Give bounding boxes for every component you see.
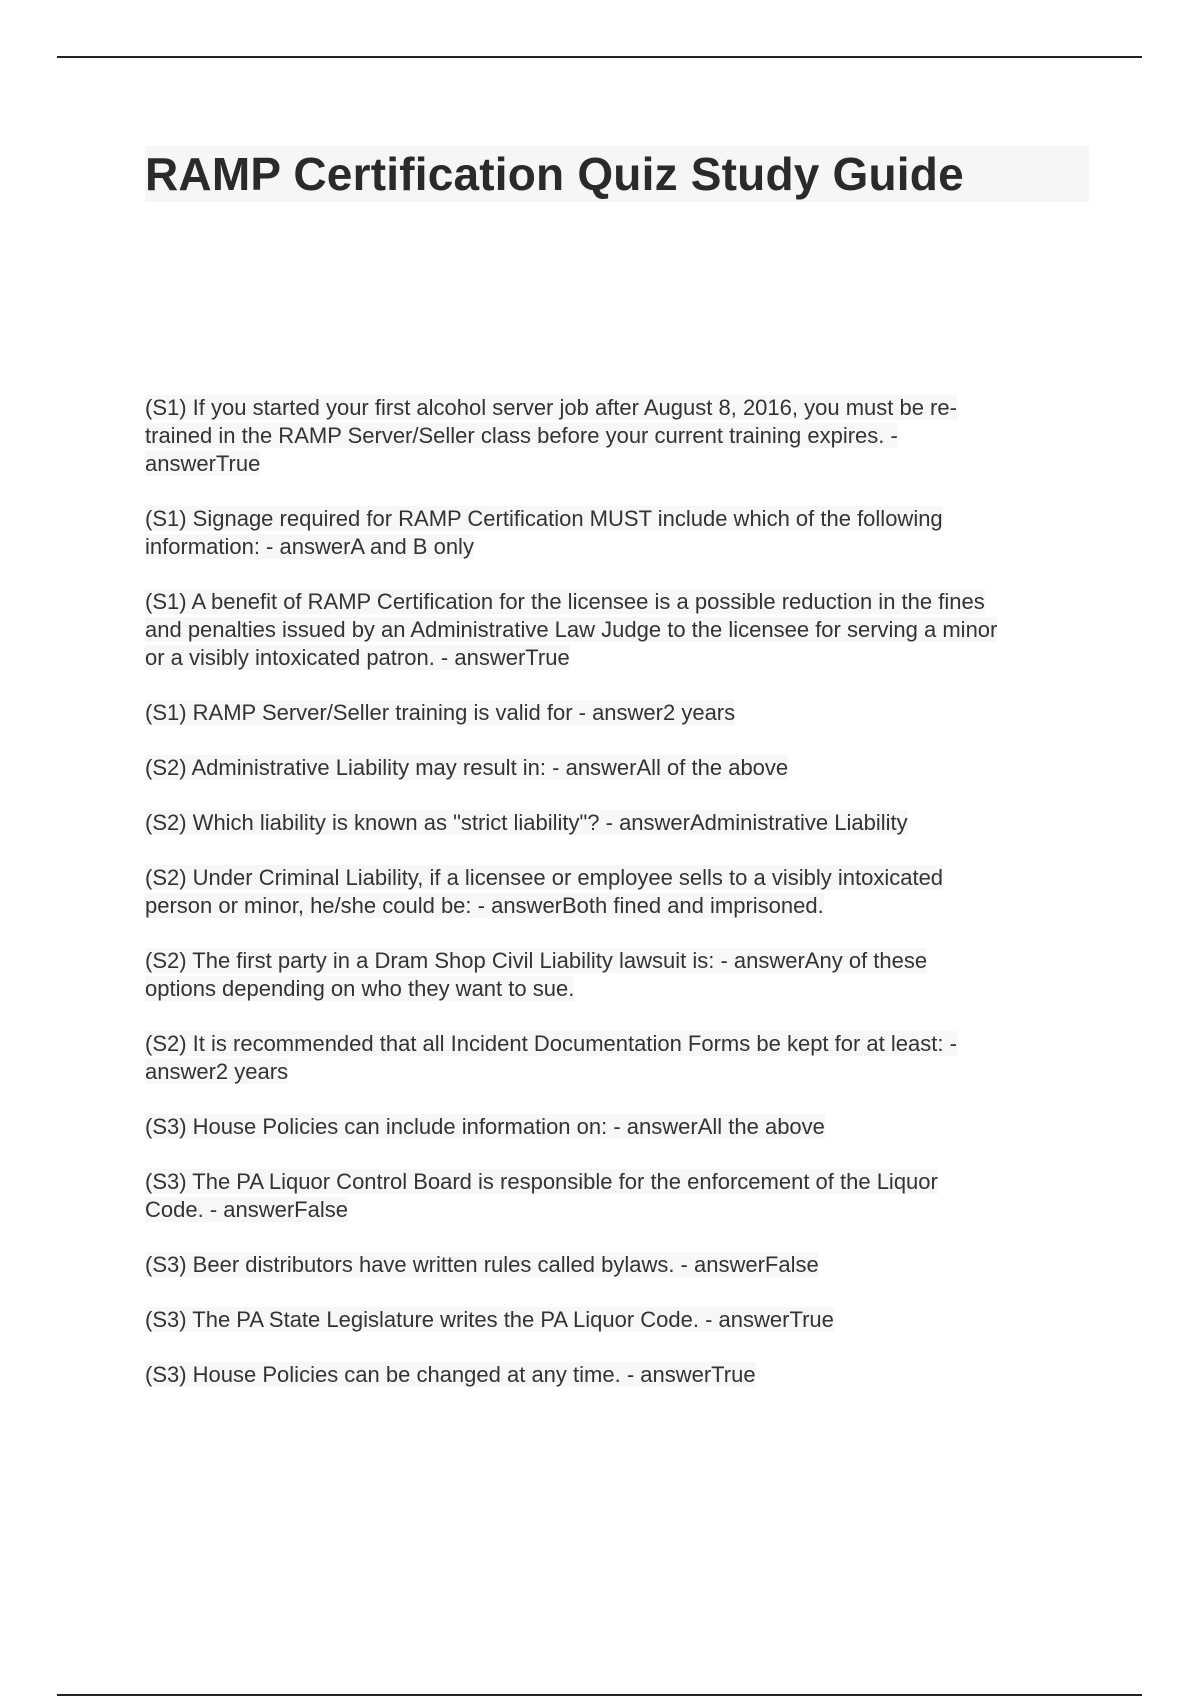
qa-line	[145, 505, 1095, 533]
qa-line	[145, 1113, 1095, 1141]
qa-item	[145, 1168, 1095, 1224]
qa-item	[145, 1030, 1095, 1086]
qa-list	[145, 394, 1095, 1416]
qa-line-text: (S3) House Policies can be changed at any time. - answerTrue	[145, 1362, 756, 1387]
qa-line	[145, 616, 1095, 644]
qa-line-text: (S2) The first party in a Dram Shop Civil Liability lawsuit is: - answerAny of these	[145, 948, 928, 973]
qa-line-text: options depending on who they want to sue.	[145, 976, 575, 1001]
qa-line-text: (S2) Which liability is known as "strict liability"? - answerAdministrative Liability	[145, 810, 908, 835]
qa-line	[145, 1058, 1095, 1086]
qa-line	[145, 644, 1095, 672]
qa-line	[145, 892, 1095, 920]
qa-line	[145, 1196, 1095, 1224]
qa-line	[145, 1168, 1095, 1196]
qa-line-text: (S3) The PA Liquor Control Board is responsible for the enforcement of the Liquor	[145, 1169, 938, 1194]
qa-item	[145, 505, 1095, 561]
qa-line-text: (S3) Beer distributors have written rules called bylaws. - answerFalse	[145, 1252, 819, 1277]
qa-item	[145, 754, 1095, 782]
qa-line	[145, 699, 1095, 727]
qa-item	[145, 809, 1095, 837]
qa-line	[145, 809, 1095, 837]
qa-line-text: or a visibly intoxicated patron. - answerTrue	[145, 645, 570, 670]
bottom-rule	[57, 1694, 1142, 1696]
qa-line-text: answer2 years	[145, 1059, 289, 1084]
qa-item	[145, 699, 1095, 727]
qa-line	[145, 754, 1095, 782]
qa-line-text: (S2) Under Criminal Liability, if a licensee or employee sells to a visibly intoxicated	[145, 865, 944, 890]
qa-line	[145, 1030, 1095, 1058]
page-title: RAMP Certification Quiz Study Guide	[145, 148, 964, 200]
qa-line	[145, 450, 1095, 478]
qa-item	[145, 864, 1095, 920]
qa-line	[145, 394, 1095, 422]
qa-line	[145, 975, 1095, 1003]
qa-line-text: (S2) It is recommended that all Incident Documentation Forms be kept for at least: -	[145, 1031, 957, 1056]
qa-item	[145, 1113, 1095, 1141]
qa-item	[145, 394, 1095, 478]
qa-line	[145, 864, 1095, 892]
qa-item	[145, 1306, 1095, 1334]
qa-line	[145, 533, 1095, 561]
qa-line	[145, 1306, 1095, 1334]
qa-line-text: information: - answerA and B only	[145, 534, 474, 559]
qa-item	[145, 1361, 1095, 1389]
qa-item	[145, 1251, 1095, 1279]
qa-line-text: Code. - answerFalse	[145, 1197, 348, 1222]
top-rule	[57, 56, 1142, 58]
qa-line	[145, 1251, 1095, 1279]
qa-line-text: and penalties issued by an Administrative Law Judge to the licensee for serving a minor	[145, 617, 998, 642]
qa-line	[145, 422, 1095, 450]
qa-item	[145, 588, 1095, 672]
qa-line-text: (S3) House Policies can include information on: - answerAll the above	[145, 1114, 825, 1139]
qa-line-text: (S1) RAMP Server/Seller training is valid for - answer2 years	[145, 700, 736, 725]
qa-line-text: (S2) Administrative Liability may result in: - answerAll of the above	[145, 755, 789, 780]
qa-line-text: (S1) Signage required for RAMP Certification MUST include which of the following	[145, 506, 943, 531]
qa-line-text: (S1) A benefit of RAMP Certification for the licensee is a possible reduction in the fines	[145, 589, 985, 614]
qa-item	[145, 947, 1095, 1003]
qa-line-text: answerTrue	[145, 451, 261, 476]
qa-line-text: person or minor, he/she could be: - answerBoth fined and imprisoned.	[145, 893, 824, 918]
qa-line	[145, 947, 1095, 975]
qa-line-text: trained in the RAMP Server/Seller class before your current training expires. -	[145, 423, 898, 448]
qa-line	[145, 588, 1095, 616]
qa-line	[145, 1361, 1095, 1389]
qa-line-text: (S3) The PA State Legislature writes the PA Liquor Code. - answerTrue	[145, 1307, 834, 1332]
qa-line-text: (S1) If you started your first alcohol server job after August 8, 2016, you must be re-	[145, 395, 957, 420]
